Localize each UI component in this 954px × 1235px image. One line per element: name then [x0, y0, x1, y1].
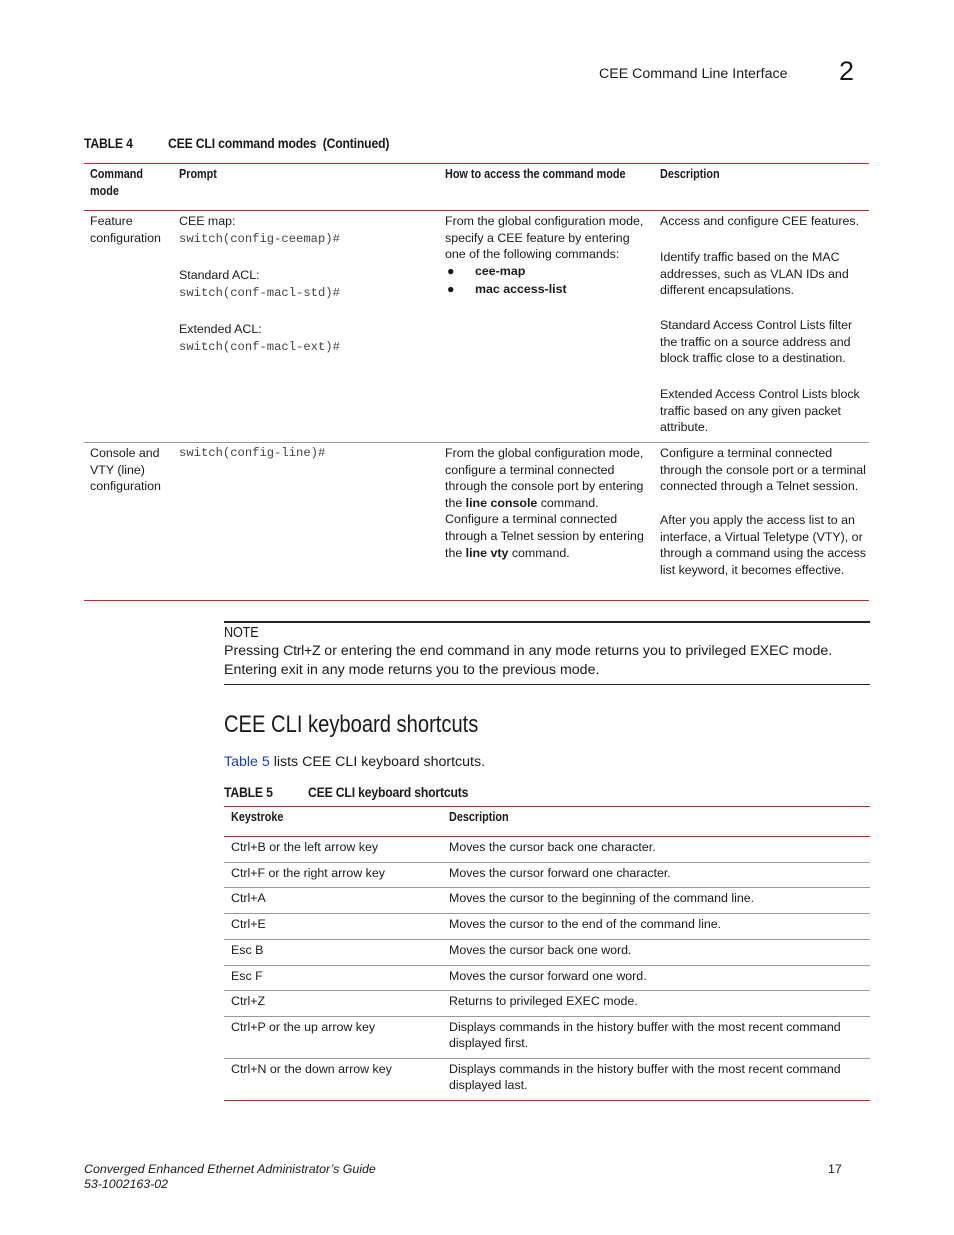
command-keyword: line console [465, 495, 538, 510]
keystroke: Ctrl+E [231, 917, 266, 931]
keystroke: Esc B [231, 943, 264, 957]
note-text-part: or entering the [320, 643, 420, 659]
table4-col-prompt: Prompt [179, 167, 217, 181]
keystroke: Ctrl+P [231, 1020, 266, 1034]
table5-label: TABLE 5 [224, 785, 273, 801]
description-cell: Moves the cursor forward one word. [449, 969, 647, 983]
note-text-part: in any mode returns you to the previous mode. [302, 662, 600, 679]
table4-col-command-mode: Command mode [90, 167, 143, 198]
table4-row1-desc-2: Identify traffic based on the MAC addresses, such as VLAN IDs and different encapsulations. [660, 250, 849, 298]
footer-page-number: 17 [828, 1162, 842, 1176]
running-header-title: CEE Command Line Interface [599, 66, 788, 82]
description-cell: Displays commands in the history buffer with the most recent command displayed first. [449, 1020, 841, 1051]
keystroke-cell [231, 890, 266, 906]
keystroke-cell [231, 916, 266, 932]
table5-title: CEE CLI keyboard shortcuts [308, 785, 469, 801]
table5-row-divider [224, 913, 870, 914]
note-command: exit [280, 662, 303, 679]
keystroke-cell [231, 942, 263, 958]
keystroke-alt: or the down arrow key [266, 1062, 392, 1076]
section-intro [224, 753, 485, 771]
note-top-rule [224, 621, 870, 623]
note-text-part: command in any mode returns you to privileged EXEC mode. [443, 643, 833, 659]
bullet-icon: ● [447, 282, 455, 296]
table5-col-keystroke: Keystroke [231, 810, 284, 824]
table4-row2-mode: Console and VTY (line) configuration [90, 446, 161, 494]
table5-row-divider [224, 1058, 870, 1059]
keystroke-cell [231, 993, 265, 1009]
bullet-icon: ● [447, 264, 455, 278]
keystroke: Ctrl+B [231, 840, 266, 854]
table4-row2-access [445, 445, 651, 561]
table4-col-description: Description [660, 167, 720, 181]
table5-bottom-rule [224, 1100, 870, 1101]
table4-row1-desc-1: Access and configure CEE features. [660, 214, 860, 228]
table4-row2-desc-1: Configure a terminal connected through the console port or a terminal connected through a Telnet session. [660, 446, 866, 494]
keystroke: Esc F [231, 969, 263, 983]
table4-row2-desc-2: After you apply the access list to an interface, a Virtual Teletype (VTY), or through a command using the access list keyword, it becomes effective. [660, 513, 866, 577]
chapter-number: 2 [839, 56, 855, 86]
note-text-part: Pressing [224, 643, 284, 659]
intro-text: lists CEE CLI keyboard shortcuts. [269, 754, 486, 770]
keystroke-cell [231, 865, 385, 881]
table4-row1-access-text: From the global configuration mode, specify a CEE feature by entering one of the following commands: [445, 214, 644, 262]
table4-row1-mode: Feature configuration [90, 214, 161, 245]
note-text-part: Entering [224, 662, 281, 679]
footer-doc-title: Converged Enhanced Ethernet Administrator’s Guide [84, 1162, 376, 1176]
keystroke-cell [231, 1061, 392, 1077]
command-keyword: mac access-list [475, 282, 567, 296]
table4-top-rule [84, 163, 869, 164]
keystroke-alt: or the left arrow key [265, 840, 379, 854]
keystroke: Ctrl+Z [231, 994, 266, 1008]
keystroke: Ctrl+A [231, 891, 266, 905]
description-cell: Moves the cursor to the beginning of the command line. [449, 891, 755, 905]
access-text: command. [508, 545, 570, 560]
table5-row-divider [224, 990, 870, 991]
keystroke: Ctrl+N [231, 1062, 267, 1076]
table4-bottom-rule [84, 600, 869, 601]
access-text: command. [537, 495, 599, 510]
description-cell: Moves the cursor back one character. [449, 840, 656, 854]
table4-row1-prompt-ceemap-label: CEE map: [179, 214, 236, 228]
description-cell: Returns to privileged EXEC mode. [449, 994, 638, 1008]
keystroke-cell [231, 968, 263, 984]
table4-label: TABLE 4 [84, 136, 133, 152]
table4-row2-prompt-code: switch(config-line)# [179, 446, 326, 460]
description-cell: Displays commands in the history buffer with the most recent command displayed last. [449, 1062, 841, 1093]
command-keyword: line vty [465, 545, 509, 560]
access-text: From the global configuration mode, configure a terminal connected through the console port by entering the [445, 446, 644, 510]
description-cell: Moves the cursor to the end of the command line. [449, 917, 722, 931]
table5-link[interactable]: Table 5 [224, 754, 270, 770]
table5-col-description: Description [449, 810, 509, 824]
table4-title: CEE CLI command modes (Continued) [168, 136, 390, 152]
keystroke-cell [231, 1019, 375, 1035]
table4-col-how-to-access: How to access the command mode [445, 167, 626, 181]
keystroke-cell [231, 839, 378, 855]
description-cell: Moves the cursor forward one character. [449, 866, 671, 880]
keystroke-alt: or the right arrow key [265, 866, 385, 880]
table5-row-divider [224, 1016, 870, 1017]
table5-top-rule [224, 806, 870, 807]
table5-row-divider [224, 965, 870, 966]
table4-header-rule [84, 210, 869, 211]
note-text [224, 642, 870, 680]
note-bottom-rule [224, 684, 870, 685]
section-heading: CEE CLI keyboard shortcuts [224, 711, 479, 738]
footer-doc-number: 53-1002163-02 [84, 1177, 169, 1191]
note-label: NOTE [224, 625, 259, 641]
table4-row1-prompt-std-code: switch(conf-macl-std)# [179, 286, 340, 300]
table4-row1-prompt-std-label: Standard ACL: [179, 268, 260, 282]
table5-header-rule [224, 836, 870, 837]
table5-row-divider [224, 887, 870, 888]
note-command: end [419, 643, 444, 659]
table4-row1-prompt-ext-code: switch(conf-macl-ext)# [179, 340, 340, 354]
command-keyword: cee-map [475, 264, 526, 278]
table4-row1-desc-3: Standard Access Control Lists filter the traffic on a source address and block traffic close to a destination. [660, 318, 853, 366]
keystroke-alt: or the up arrow key [265, 1020, 376, 1034]
table4-row1-prompt-ceemap-code: switch(config-ceemap)# [179, 232, 340, 246]
note-keystroke: Ctrl+Z [283, 643, 321, 659]
table4-row-divider [84, 442, 869, 443]
table5-row-divider [224, 862, 870, 863]
access-text: Configure a terminal connected through a Telnet session by entering the [445, 512, 644, 560]
table5-row-divider [224, 939, 870, 940]
table4-row1-prompt-ext-label: Extended ACL: [179, 322, 262, 336]
table4-row1-desc-4: Extended Access Control Lists block traffic based on any given packet attribute. [660, 387, 860, 435]
description-cell: Moves the cursor back one word. [449, 943, 632, 957]
keystroke: Ctrl+F [231, 866, 266, 880]
